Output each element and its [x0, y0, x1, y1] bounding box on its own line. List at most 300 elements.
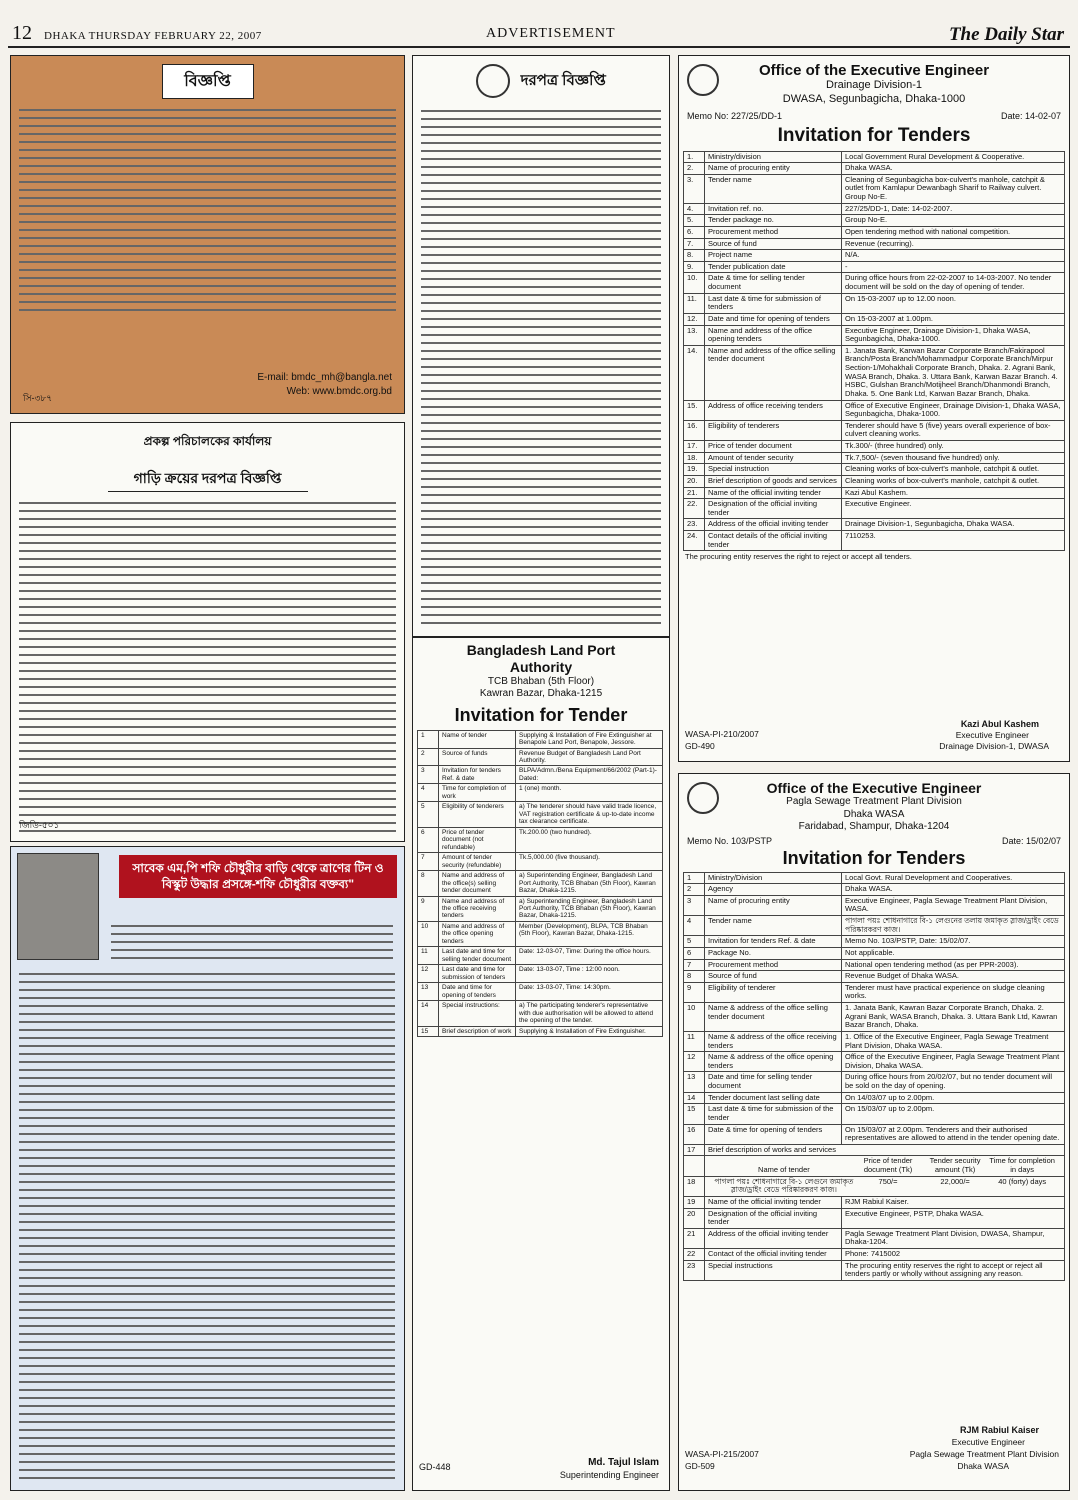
works-col-header: Tender security amount (Tk): [929, 1156, 981, 1174]
table-row: [684, 215, 1065, 227]
wasa-logo-icon-2: [687, 782, 719, 814]
row-value: Date: 13-03-07, Time: 14:30pm.: [516, 983, 663, 1001]
row-label: Time for completion of work: [439, 784, 516, 802]
row-label: Tender name: [705, 174, 842, 203]
row-label: Name and address of the office(s) selling tender document: [439, 871, 516, 896]
row-label: Eligibility of tenderers: [705, 420, 842, 440]
row-label: Source of fund: [705, 971, 842, 983]
masthead: The Daily Star: [948, 24, 1064, 45]
table-row: [418, 1001, 663, 1026]
statement-body: [103, 919, 401, 964]
works-cell: 40 (forty) days: [998, 1176, 1047, 1186]
row-label: Contact of the official inviting tender: [705, 1249, 842, 1261]
dwasa1-date: Date: 14-02-07: [1000, 110, 1061, 121]
row-number: 3: [684, 895, 705, 915]
table-row: [684, 250, 1065, 262]
row-number: 19: [684, 1196, 705, 1208]
row-value: On 15/03/07 up to 2.00pm.: [842, 1104, 1065, 1124]
row-value: Tk.7,500/- (seven thousand five hundred) only.: [842, 452, 1065, 464]
row-number: 11.: [684, 293, 705, 313]
row-value: Dhaka WASA.: [842, 163, 1065, 175]
row-value: Open tendering method with national competition.: [842, 226, 1065, 238]
dwasa1-division: Drainage Division-1: [826, 79, 922, 91]
row-value: -: [842, 261, 1065, 273]
row-value: Tk.200.00 (two hundred).: [516, 827, 663, 852]
row-number: 2.: [684, 163, 705, 175]
dwasa1-footer-note: The procuring entity reserves the right to reject or accept all tenders.: [685, 552, 912, 562]
table-row: [418, 784, 663, 802]
table-row: [418, 1026, 663, 1036]
bmdc-contact-email: E-mail: bmdc_mh@bangla.net: [257, 372, 392, 383]
dwasa1-signer: Kazi Abul Kashem: [960, 719, 1039, 729]
row-value: Local Govt. Rural Development and Cooperatives.: [842, 872, 1065, 884]
statement-ad: [10, 846, 405, 1491]
table-row: [418, 827, 663, 852]
row-label: Date & time for opening of tenders: [705, 1124, 842, 1144]
row-number: 14: [418, 1001, 439, 1026]
row-value: Pagla Sewage Treatment Plant Division, DWASA, Shampur, Dhaka-1204.: [842, 1228, 1065, 1248]
row-number: 4: [684, 916, 705, 936]
row-label: Last date & time for submission of tenders: [705, 293, 842, 313]
row-value: Kazi Abul Kashem.: [842, 487, 1065, 499]
row-value: Supplying & Installation of Fire Extinguisher.: [516, 1026, 663, 1036]
row-number: 5: [418, 802, 439, 827]
row-label: Name of tender: [439, 730, 516, 748]
row-value: Cleaning works of box-culvert's manhole, catchpit & outlet.: [842, 464, 1065, 476]
row-value: Supplying & Installation of Fire Extinguisher at Benapole Land Port, Benapole, Jessore.: [516, 730, 663, 748]
row-label: Tender package no.: [705, 215, 842, 227]
row-label: Amount of tender security: [705, 452, 842, 464]
row-label: Invitation ref. no.: [705, 203, 842, 215]
row-value: 1. Office of the Executive Engineer, Pagla Sewage Treatment Plant Division, Dhaka WASA.: [842, 1031, 1065, 1051]
row-number: 8: [418, 871, 439, 896]
table-row: [684, 475, 1065, 487]
row-label: Name and address of the office receiving tenders: [439, 896, 516, 921]
row-label: Tender publication date: [705, 261, 842, 273]
row-label: Date and time for opening of tenders: [705, 313, 842, 325]
row-value: 227/25/DD-1, Date: 14-02-2007.: [842, 203, 1065, 215]
row-number: 18: [684, 1176, 705, 1196]
dwasa2-org: Dhaka WASA: [843, 808, 905, 820]
dwasa2-signer-div: Pagla Sewage Treatment Plant Division: [909, 1449, 1059, 1459]
table-row: [418, 748, 663, 766]
blpa-tender-ad: [412, 637, 670, 1491]
table-row: [418, 802, 663, 827]
works-label: Brief description of works and services: [705, 1144, 1065, 1156]
row-value: a) Superintending Engineer, Bangladesh Land Port Authority, TCB Bhaban (5th Floor), Kawran Bazar, Dhaka-1215.: [516, 871, 663, 896]
row-value: 1. Janata Bank, Kawran Bazar Corporate Branch, Dhaka. 2. Agrani Bank, WASA Branch, Dhaka. 3. Uttara Bank Ltd, Kawran Bazar Branch, Dhaka.: [842, 1003, 1065, 1032]
row-number: 22: [684, 1249, 705, 1261]
statement-title: সাবেক এম,পি শফি চৌধুরীর বাড়ি থেকে ত্রাণের টিন ও বিস্কুট উদ্ধার প্রসঙ্গে-শফি চৌধুরীর বক্তব্য": [119, 855, 397, 898]
table-row: [684, 947, 1065, 959]
row-number: 4: [418, 784, 439, 802]
row-label: Address of the official inviting tender: [705, 519, 842, 531]
row-number: 7: [418, 853, 439, 871]
row-value: Executive Engineer, Pagla Sewage Treatment Plant Division, WASA.: [842, 895, 1065, 915]
table-row: [684, 895, 1065, 915]
dwasa2-signer-title: Executive Engineer: [951, 1437, 1025, 1447]
row-number: 8: [684, 971, 705, 983]
row-label: Invitation for tenders Ref. & date: [705, 936, 842, 948]
row-number: 19.: [684, 464, 705, 476]
row-value: 1. Janata Bank, Karwan Bazar Corporate Branch/Fakirapool Branch/Posta Branch/Mohammadpur Corporate Branch/Mirpur Section-1/Mohakhali Corporate Branch, Dhaka. 2. Agrani Bank, WASA Branch, Dhaka. 3. Uttara Bank, Karwan Bazar Branch. 4. HSBC, Gulshan Branch/Motijheel Branch/Dhanmondi Branch, Dhaka. 5. One Bank Ltd, Karwan Bazar Branch, Dhaka.: [842, 345, 1065, 400]
row-label: Address of office receiving tenders: [705, 400, 842, 420]
row-value: Memo No. 103/PSTP, Date: 15/02/07.: [842, 936, 1065, 948]
works-col-header: Name of tender: [758, 1165, 810, 1174]
dorpotro-title: দরপত্র বিজ্ঞপ্তি: [520, 71, 606, 89]
row-value: Group No-E.: [842, 215, 1065, 227]
row-label: Address of the official inviting tender: [705, 1228, 842, 1248]
row-number: 10.: [684, 273, 705, 293]
table-row: [418, 965, 663, 983]
row-number: 8.: [684, 250, 705, 262]
table-row: [684, 400, 1065, 420]
vehicle-tender-ref: জিডি-৫০১: [19, 820, 60, 830]
table-row: [684, 226, 1065, 238]
bmdc-notice-ad: [10, 55, 405, 414]
table-row: [684, 1176, 1065, 1196]
row-value: Local Government Rural Development & Cooperative.: [842, 151, 1065, 163]
row-number: 15: [418, 1026, 439, 1036]
row-value: N/A.: [842, 250, 1065, 262]
table-row: [684, 1208, 1065, 1228]
blpa-signer: Md. Tajul Islam: [588, 1457, 659, 1468]
row-value: National open tendering method (as per PPR-2003).: [842, 959, 1065, 971]
row-value: a) The participating tenderer's representative with due authorisation will be allowed to attend the opening of the tender.: [516, 1001, 663, 1026]
row-number: 14.: [684, 345, 705, 400]
table-row: [684, 487, 1065, 499]
table-row: [684, 313, 1065, 325]
table-row: [684, 1072, 1065, 1092]
dwasa1-ref1: WASA-PI-210/2007: [685, 729, 759, 739]
row-number: 7.: [684, 238, 705, 250]
row-number: 10: [418, 921, 439, 946]
blpa-ref: GD-448: [419, 1462, 451, 1472]
row-label: Last date & time for submission of the tender: [705, 1104, 842, 1124]
row-number: 1.: [684, 151, 705, 163]
table-row: [684, 1104, 1065, 1124]
dorpotro-body: [413, 104, 669, 624]
works-header: [705, 1156, 1065, 1176]
row-value: RJM Rabiul Kaiser.: [842, 1196, 1065, 1208]
row-label: Special instructions: [705, 1260, 842, 1280]
table-row: [684, 261, 1065, 273]
row-number: 12: [418, 965, 439, 983]
row-number: 20.: [684, 475, 705, 487]
row-value: a) The tenderer should have valid trade licence, VAT registration certificate & up-to-date income tax clearance certificate.: [516, 802, 663, 827]
table-row: [418, 983, 663, 1001]
row-label: Name of the official inviting tender: [705, 1196, 842, 1208]
row-number: 23: [684, 1260, 705, 1280]
dwasa1-ref2: GD-490: [685, 741, 715, 751]
row-value: Tk.300/- (three hundred) only.: [842, 441, 1065, 453]
table-row: [684, 464, 1065, 476]
dwasa2-date: Date: 15/02/07: [1001, 835, 1061, 846]
table-row: [684, 959, 1065, 971]
table-row: [684, 293, 1065, 313]
row-value: 7110253.: [842, 531, 1065, 551]
table-row: [684, 1249, 1065, 1261]
dwasa2-division: Pagla Sewage Treatment Plant Division: [786, 796, 962, 807]
dwasa-pagla-tender-ad: [678, 773, 1070, 1491]
table-row: [684, 1052, 1065, 1072]
page-header: [8, 20, 1070, 48]
table-row: [684, 872, 1065, 884]
blpa-org-name: Bangladesh Land Port Authority: [466, 642, 616, 675]
row-number: 6: [684, 947, 705, 959]
dwasa2-memo: Memo No. 103/PSTP: [687, 835, 773, 846]
dwasa1-table: [683, 151, 1065, 552]
row-number: 2: [684, 884, 705, 896]
row-label: Procurement method: [705, 959, 842, 971]
row-number: 13: [684, 1072, 705, 1092]
bmdc-ref: সি-৩৮৭: [23, 393, 53, 403]
table-row: [684, 174, 1065, 203]
dwasa1-memo: Memo No: 227/25/DD-1: [687, 110, 783, 121]
table-row: [418, 766, 663, 784]
blpa-address-2: Kawran Bazar, Dhaka-1215: [479, 688, 603, 700]
row-label: Name and address of the office opening tenders: [439, 921, 516, 946]
row-label: Ministry/Division: [705, 872, 842, 884]
row-number: 9.: [684, 261, 705, 273]
row-label: Name and address of the office selling tender document: [705, 345, 842, 400]
row-number: 14: [684, 1092, 705, 1104]
table-row: [684, 916, 1065, 936]
table-row: [684, 1228, 1065, 1248]
dwasa2-table: [683, 872, 1065, 1281]
row-label: Source of fund: [705, 238, 842, 250]
row-value: Phone: 7415002: [842, 1249, 1065, 1261]
row-label: Last date and time for submission of tenders: [439, 965, 516, 983]
row-number: 9: [418, 896, 439, 921]
row-number: 13: [418, 983, 439, 1001]
dwasa1-signer-title: Executive Engineer: [955, 730, 1029, 740]
row-number: 16: [684, 1124, 705, 1144]
row-number: 3: [418, 766, 439, 784]
dwasa1-heading: Invitation for Tenders: [777, 124, 971, 146]
table-row: [684, 273, 1065, 293]
row-label: Date and time for opening of tenders: [439, 983, 516, 1001]
blpa-address-1: TCB Bhaban (5th Floor): [487, 675, 595, 687]
row-value: Tk.5,000.00 (five thousand).: [516, 853, 663, 871]
dwasa2-address: Faridabad, Shampur, Dhaka-1204: [798, 821, 950, 832]
table-row: [684, 1196, 1065, 1208]
row-number: 11: [418, 947, 439, 965]
row-value: On 15/03/07 at 2.00pm. Tenderers and their authorised representatives are allowed to attend in the tender opening date.: [842, 1124, 1065, 1144]
table-row: [684, 441, 1065, 453]
page-number: 12: [12, 22, 32, 44]
row-value: 1 (one) month.: [516, 784, 663, 802]
table-row: [684, 420, 1065, 440]
row-value: Revenue (recurring).: [842, 238, 1065, 250]
row-value: Not applicable.: [842, 947, 1065, 959]
blpa-heading: Invitation for Tender: [454, 704, 628, 725]
row-label: Special instruction: [705, 464, 842, 476]
row-label: Contact details of the official inviting tender: [705, 531, 842, 551]
dwasa2-ref1: WASA-PI-215/2007: [685, 1449, 759, 1459]
row-number: 1: [418, 730, 439, 748]
row-label: Name of procuring entity: [705, 895, 842, 915]
row-label: Brief description of work: [439, 1026, 516, 1036]
table-row: [684, 499, 1065, 519]
table-row: [684, 1092, 1065, 1104]
row-label: Price of tender document: [705, 441, 842, 453]
section-label: ADVERTISEMENT: [486, 26, 616, 41]
table-row: [684, 936, 1065, 948]
vehicle-tender-body: [11, 496, 404, 836]
vehicle-tender-ad: [10, 422, 405, 842]
table-row: [418, 921, 663, 946]
blpa-signer-title: Superintending Engineer: [559, 1470, 659, 1480]
dwasa-drainage-tender-ad: [678, 55, 1070, 762]
table-row: [684, 151, 1065, 163]
row-value: Executive Engineer, PSTP, Dhaka WASA.: [842, 1208, 1065, 1228]
row-label: Name & address of the office selling tender document: [705, 1003, 842, 1032]
statement-body-main: [11, 967, 403, 1482]
row-number: 5.: [684, 215, 705, 227]
row-number: 12.: [684, 313, 705, 325]
row-number: 21.: [684, 487, 705, 499]
table-row: [684, 971, 1065, 983]
row-number: 12: [684, 1052, 705, 1072]
row-label: Name of the official inviting tender: [705, 487, 842, 499]
row-value: Executive Engineer.: [842, 499, 1065, 519]
row-label: Name and address of the office opening tenders: [705, 325, 842, 345]
row-number: 16.: [684, 420, 705, 440]
emblem-icon: [476, 64, 510, 98]
table-row: [418, 947, 663, 965]
row-number: 4.: [684, 203, 705, 215]
row-label: Special instructions:: [439, 1001, 516, 1026]
row-label: Tender name: [705, 916, 842, 936]
table-row: [684, 1124, 1065, 1144]
table-row: [684, 345, 1065, 400]
row-value: a) Superintending Engineer, Bangladesh Land Port Authority, TCB Bhaban (5th Floor), Kawran Bazar, Dhaka-1215.: [516, 896, 663, 921]
table-row: [684, 452, 1065, 464]
statement-photo: [17, 853, 99, 960]
table-row: [418, 871, 663, 896]
row-number: 10: [684, 1003, 705, 1032]
row-number: 15.: [684, 400, 705, 420]
table-row: [684, 1003, 1065, 1032]
dwasa1-signer-div: Drainage Division-1, DWASA: [939, 741, 1049, 751]
row-label: Invitation for tenders Ref. & date: [439, 766, 516, 784]
dwasa2-signer: RJM Rabiul Kaiser: [959, 1425, 1039, 1435]
row-number: 5: [684, 936, 705, 948]
row-label: Source of funds: [439, 748, 516, 766]
row-value: Member (Development), BLPA, TCB Bhaban (5th Floor), Kawran Bazar, Dhaka-1215.: [516, 921, 663, 946]
row-value: Revenue Budget of Dhaka WASA.: [842, 971, 1065, 983]
row-label: Tender document last selling date: [705, 1092, 842, 1104]
row-label: Eligibility of tenderers: [439, 802, 516, 827]
row-value: Office of the Executive Engineer, Pagla Sewage Treatment Plant Division, Dhaka WASA.: [842, 1052, 1065, 1072]
vehicle-tender-title: গাড়ি ক্রয়ের দরপত্র বিজ্ঞপ্তি: [108, 467, 308, 492]
table-row: [684, 203, 1065, 215]
row-label: Agency: [705, 884, 842, 896]
row-number: [684, 1156, 705, 1176]
row-label: Amount of tender security (refundable): [439, 853, 516, 871]
row-value: Dhaka WASA.: [842, 884, 1065, 896]
table-row: [684, 884, 1065, 896]
table-row: [684, 1144, 1065, 1156]
row-number: 17: [684, 1144, 705, 1156]
table-row: [684, 1031, 1065, 1051]
row-value: Cleaning of Segunbagicha box-culvert's manhole, catchpit & outlet from Kamlapur Dewanbagh Sharif to Railway culvert. Group No-E.: [842, 174, 1065, 203]
row-number: 24.: [684, 531, 705, 551]
row-value: The procuring entity reserves the right to accept or reject all tenders partly or wholly without assigning any reason.: [842, 1260, 1065, 1280]
row-value: Tenderer must have practical experience on sludge cleaning works.: [842, 982, 1065, 1002]
row-value: Date: 12-03-07, Time: During the office hours.: [516, 947, 663, 965]
dorpotro-ad: [412, 55, 670, 637]
row-value: Drainage Division-1, Segunbagicha, Dhaka WASA.: [842, 519, 1065, 531]
vehicle-tender-office: প্রকল্প পরিচালকের কার্যালয়: [143, 434, 272, 448]
row-label: Name & address of the office opening tenders: [705, 1052, 842, 1072]
table-row: [418, 853, 663, 871]
dateline: DHAKA THURSDAY FEBRUARY 22, 2007: [44, 30, 262, 42]
row-number: 18.: [684, 452, 705, 464]
row-label: Brief description of goods and services: [705, 475, 842, 487]
row-number: 7: [684, 959, 705, 971]
row-number: 22.: [684, 499, 705, 519]
row-label: Project name: [705, 250, 842, 262]
row-value: BLPA/Admn./Bena Equipment/66/2002 (Part-1)-Dated:: [516, 766, 663, 784]
row-value: Executive Engineer, Drainage Division-1, Dhaka WASA, Segunbagicha, Dhaka-1000.: [842, 325, 1065, 345]
row-label: Package No.: [705, 947, 842, 959]
wasa-logo-icon: [687, 64, 719, 96]
row-number: 9: [684, 982, 705, 1002]
row-label: Ministry/division: [705, 151, 842, 163]
row-label: Date and time for selling tender document: [705, 1072, 842, 1092]
row-value: পাগলা পয়ঃ শোধনাগারে বি-১ লেগুনের তলায় জমাকৃত স্লাজ/ড্রাইং বেডে পরিষ্কারকরণ কাজ।: [842, 916, 1065, 936]
works-cell: 22,000/=: [940, 1176, 970, 1186]
blpa-table: [417, 730, 663, 1037]
dwasa2-office: Office of the Executive Engineer: [766, 780, 982, 796]
table-row: [418, 730, 663, 748]
row-value: Tenderer should have 5 (five) years overall experience of box-culvert cleaning works.: [842, 420, 1065, 440]
dwasa2-heading: Invitation for Tenders: [782, 847, 966, 868]
row-number: 23.: [684, 519, 705, 531]
works-col-header: Price of tender document (Tk): [863, 1156, 913, 1174]
bmdc-notice-body: [11, 103, 404, 313]
row-label: Name & address of the office receiving tenders: [705, 1031, 842, 1051]
row-value: On 15-03-2007 at 1.00pm.: [842, 313, 1065, 325]
row-number: 20: [684, 1208, 705, 1228]
table-row: [684, 325, 1065, 345]
row-value: Date: 13-03-07, Time : 12:00 noon.: [516, 965, 663, 983]
table-row: [418, 896, 663, 921]
row-number: 3.: [684, 174, 705, 203]
table-row: [684, 238, 1065, 250]
row-value: Cleaning works of box-culvert's manhole, catchpit & outlet.: [842, 475, 1065, 487]
row-number: 13.: [684, 325, 705, 345]
row-label: Price of tender document (not refundable): [439, 827, 516, 852]
works-values: [705, 1176, 1065, 1196]
dwasa2-ref2: GD-509: [685, 1461, 715, 1471]
table-row: [684, 163, 1065, 175]
row-value: During office hours from 22-02-2007 to 14-03-2007. No tender document will be sold on the day of opening of tender.: [842, 273, 1065, 293]
row-label: Designation of the official inviting tender: [705, 1208, 842, 1228]
table-row: [684, 982, 1065, 1002]
row-label: Designation of the official inviting tender: [705, 499, 842, 519]
row-label: Eligibility of tenderer: [705, 982, 842, 1002]
row-number: 17.: [684, 441, 705, 453]
dwasa2-signer-org: Dhaka WASA: [957, 1461, 1009, 1471]
bmdc-notice-title: বিজ্ঞপ্তি: [162, 64, 254, 99]
row-label: Name of procuring entity: [705, 163, 842, 175]
row-value: Office of Executive Engineer, Drainage Division-1, Dhaka WASA, Segunbagicha, Dhaka-1000.: [842, 400, 1065, 420]
table-row: [684, 519, 1065, 531]
row-number: 2: [418, 748, 439, 766]
